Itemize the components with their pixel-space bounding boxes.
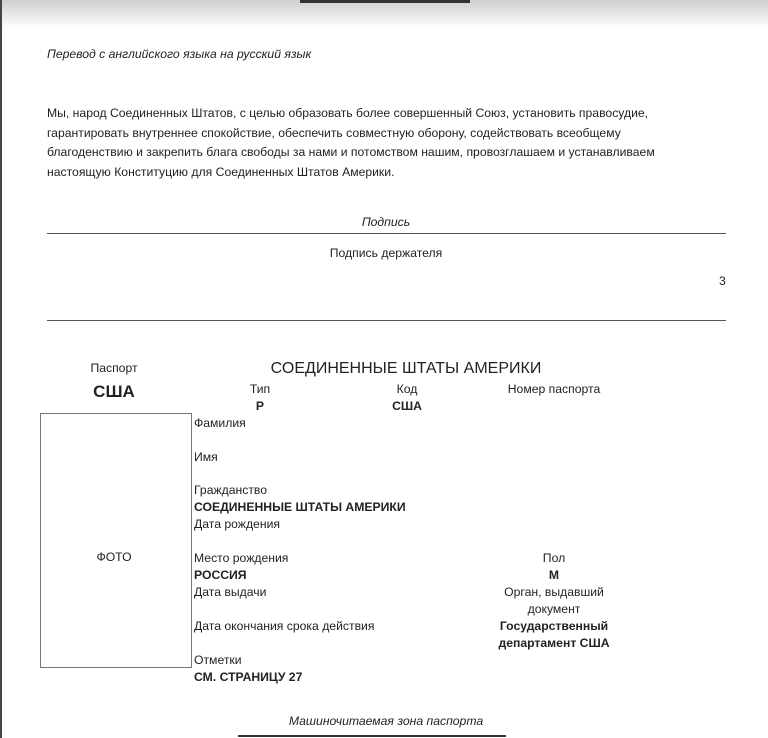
passport-doc-country: США: [93, 382, 135, 401]
passport-country-title: СОЕДИНЕННЫЕ ШТАТЫ АМЕРИКИ: [270, 360, 542, 377]
signature-line: [47, 233, 726, 234]
birth-place-label: Место рождения: [194, 551, 289, 565]
citizenship-label: Гражданство: [194, 483, 268, 497]
issue-date-label: Дата выдачи: [194, 585, 267, 599]
holder-signature-label: Подпись держателя: [329, 246, 443, 260]
sex-value: M: [548, 568, 560, 582]
passport-number-label: Номер паспорта: [507, 382, 601, 396]
preamble-line: Мы, народ Соединенных Штатов, с целью образовать более совершенный Союз, установить правосудие,: [47, 106, 649, 120]
expiry-label: Дата окончания срока действия: [194, 619, 375, 633]
photo-label: ФОТО: [96, 550, 132, 564]
birth-date-label: Дата рождения: [194, 517, 280, 531]
page-divider: [47, 320, 726, 321]
type-value: P: [255, 399, 265, 413]
code-value: США: [392, 399, 422, 413]
authority-label-cont: документ: [527, 602, 581, 616]
remarks-label: Отметки: [194, 653, 242, 667]
remarks-value: СМ. СТРАНИЦУ 27: [194, 670, 303, 684]
viewer-top-shade: [0, 0, 768, 28]
preamble-line: благоденствию и закрепить блага свободы за нами и потомством нашим, провозглашаем и устанавливаем: [47, 145, 655, 159]
page-number: 3: [719, 274, 726, 288]
photo-box: [40, 413, 192, 668]
viewer-toolbar-edge: [300, 0, 470, 3]
name-label: Имя: [194, 450, 218, 464]
passport-doc-label: Паспорт: [90, 361, 138, 375]
preamble-paragraph: [47, 104, 737, 182]
authority-label: Орган, выдавший: [504, 585, 604, 599]
sex-label: Пол: [542, 551, 566, 565]
mrz-line: [238, 735, 506, 737]
authority-value-cont: департамент США: [498, 636, 610, 650]
birth-place-value: РОССИЯ: [194, 568, 247, 582]
surname-label: Фамилия: [194, 416, 246, 430]
code-label: Код: [396, 382, 418, 396]
page-left-edge: [0, 0, 2, 738]
preamble-line: настоящую Конституцию для Соединенных Штатов Америки.: [47, 164, 395, 179]
type-label: Тип: [249, 382, 271, 396]
translation-note: Перевод с английского языка на русский язык: [47, 47, 312, 61]
citizenship-value: СОЕДИНЕННЫЕ ШТАТЫ АМЕРИКИ: [194, 500, 406, 514]
authority-value: Государственный: [499, 619, 609, 633]
mrz-label: Машиночитаемая зона паспорта: [288, 714, 484, 728]
preamble-line: гарантировать внутреннее спокойствие, обеспечить совместную оборону, содействовать всеобщему: [47, 125, 621, 140]
signature-label: Подпись: [361, 215, 411, 229]
